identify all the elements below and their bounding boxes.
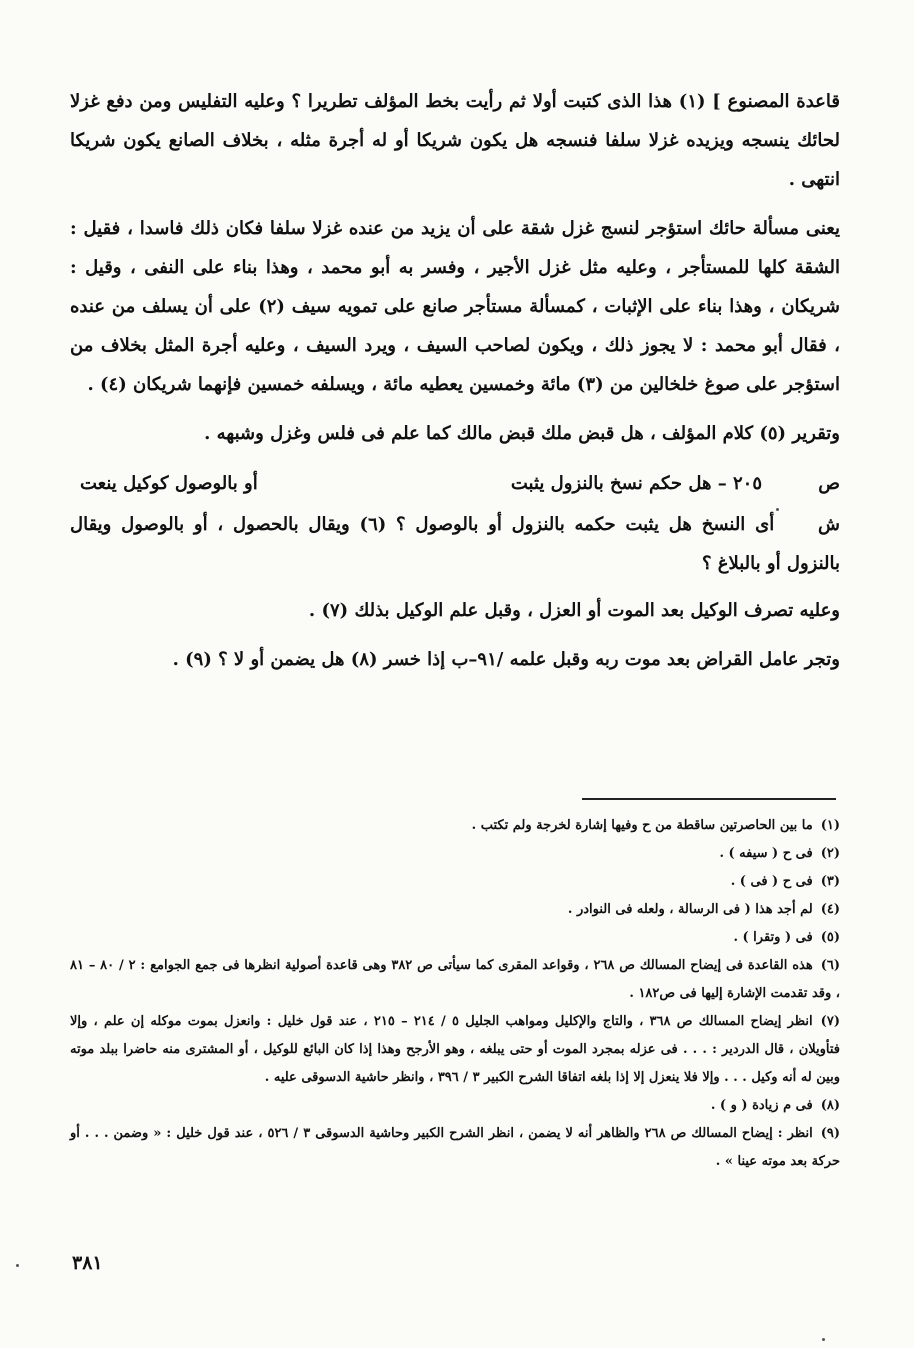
footnote bbox=[70, 868, 840, 896]
commentary-marker: ش bbox=[818, 514, 840, 535]
footnote bbox=[70, 1120, 840, 1176]
paragraph-3: وتقرير (٥) كلام المؤلف ، هل قبض ملك قبض مالك كما علم فى فلس وغزل وشبهه . bbox=[204, 423, 840, 444]
footnote-number: (٢) bbox=[820, 846, 840, 861]
footnote-text: ما بين الحاصرتين ساقطة من ح وفيها إشارة لخرجة ولم تكتب . bbox=[471, 818, 813, 833]
footnote-text: فى ح ( فى ) . bbox=[730, 874, 813, 889]
footnote-text: لم أجد هذا ( فى الرسالة ، ولعله فى النوادر . bbox=[567, 902, 813, 917]
verse-marker: ص bbox=[818, 473, 840, 494]
footnote-separator bbox=[582, 798, 836, 800]
footnote-text: فى ( وتقرا ) . bbox=[733, 930, 813, 945]
verse-line bbox=[70, 463, 840, 505]
footnotes bbox=[70, 812, 840, 1176]
scan-speck bbox=[822, 1338, 825, 1341]
paragraph-after-1: وعليه تصرف الوكيل بعد الموت أو العزل ، وقبل علم الوكيل بذلك (٧) . bbox=[308, 600, 840, 621]
scan-speck bbox=[16, 1264, 19, 1267]
footnote bbox=[70, 896, 840, 924]
paragraph-2: يعنى مسألة حائك استؤجر لنسج غزل شقة على أن يزيد من عنده غزلا سلفا فكان ذلك فاسدا ، فقيل : الشقة كلها للمستأجر ، وعليه مثل غزل الأجير ، وفسر به أبو محمد ، وهذا بناء على النفى ، وقيل : شريكان ، وهذا بناء على الإثبات ، كمسألة مستأجر صانع على تمويه سيف (٢) على أن يسلف من عنده ، فقال أبو محمد : لا يجوز ذلك ، ويكون لصاحب السيف ، ويرد السيف ، وعليه أجرة المثل بخلاف من استؤجر على صوغ خلخالين من (٣) مائة وخمسين يعطيه مائة ، ويسلفه خمسين فإنهما شريكان (٤) . bbox=[70, 218, 840, 395]
footnote bbox=[70, 952, 840, 1008]
commentary bbox=[70, 505, 840, 583]
footnote-number: (٩) bbox=[820, 1126, 840, 1141]
footnote-number: (٥) bbox=[820, 930, 840, 945]
footnote bbox=[70, 1008, 840, 1092]
footnote-text: فى م زيادة ( و ) . bbox=[710, 1098, 813, 1113]
footnote-number: (٤) bbox=[820, 902, 840, 917]
footnote-text: هذه القاعدة فى إيضاح المسالك ص ٢٦٨ ، وقواعد المقرى كما سيأتى ص ٣٨٢ وهى قاعدة أصولية انظرها فى جمع الجوامع : ٢ / ٨٠ – ٨١ ، وقد تقدمت الإشارة إليها فى ص١٨٢ . bbox=[70, 958, 840, 1001]
verse-hemistich-2: أو بالوصول كوكيل ينعت bbox=[80, 473, 258, 494]
commentary-text: أى النسخ هل يثبت حكمه بالنزول أو بالوصول ؟ (٦) ويقال بالحصول ، أو بالوصول ويقال بالنزول أو بالبلاغ ؟ bbox=[70, 514, 840, 574]
footnote-text: انظر إيضاح المسالك ص ٣٦٨ ، والتاج والإكليل ومواهب الجليل ٥ / ٢١٤ – ٢١٥ ، عند قول خليل : وانعزل بموت موكله إن علم ، وإلا فتأويلان ، قال الدردير : . . . فى عزله بمجرد الموت أو حتى يبلغه ، وهو الأرجح وهذا إذا كان البائع للوكيل ، أو المشترى منه حاضرا ببلد موته وبين له أنه وكيل . . . وإلا فلا ينعزل إلا إذا بلغه اتفاقا الشرح الكبير ٣ / ٣٩٦ ، وانظر حاشية الدسوقى عليه . bbox=[70, 1014, 840, 1085]
footnote-text: انظر : إيضاح المسالك ص ٢٦٨ والظاهر أنه لا يضمن ، انظر الشرح الكبير وحاشية الدسوقى ٣ / ٥٢٦ ، عند قول خليل : « وضمن . . . أو حركة بعد موته عينا » . bbox=[70, 1126, 840, 1169]
page-number: ٣٨١ bbox=[72, 1252, 103, 1274]
footnote bbox=[70, 1092, 840, 1120]
verse-hemistich-1: ٢٠٥ – هل حكم نسخ بالنزول يثبت bbox=[510, 473, 762, 494]
paragraph-after-2: وتجر عامل القراض بعد موت ربه وقبل علمه /٩١–ب إذا خسر (٨) هل يضمن أو لا ؟ (٩) . bbox=[172, 649, 840, 670]
footnote bbox=[70, 812, 840, 840]
footnote-text: فى ح ( سيفه ) . bbox=[719, 846, 813, 861]
footnote bbox=[70, 924, 840, 952]
main-text bbox=[70, 82, 840, 689]
paragraph-1: قاعدة المصنوع ] (١) هذا الذى كتبت أولا ثم رأيت بخط المؤلف تطريرا ؟ وعليه التفليس ومن دفع غزلا لحائك ينسجه ويزيده غزلا سلفا فنسجه هل يكون شريكا أو له أجرة مثله ، بخلاف الصانع يكون شريكا انتهى . bbox=[70, 91, 840, 190]
footnote-number: (٨) bbox=[820, 1098, 840, 1113]
footnote-number: (٣) bbox=[820, 874, 840, 889]
footnote-number: (٧) bbox=[820, 1014, 840, 1029]
footnote-number: (١) bbox=[820, 818, 840, 833]
footnote bbox=[70, 840, 840, 868]
footnote-number: (٦) bbox=[820, 958, 840, 973]
scan-speck bbox=[776, 508, 779, 511]
